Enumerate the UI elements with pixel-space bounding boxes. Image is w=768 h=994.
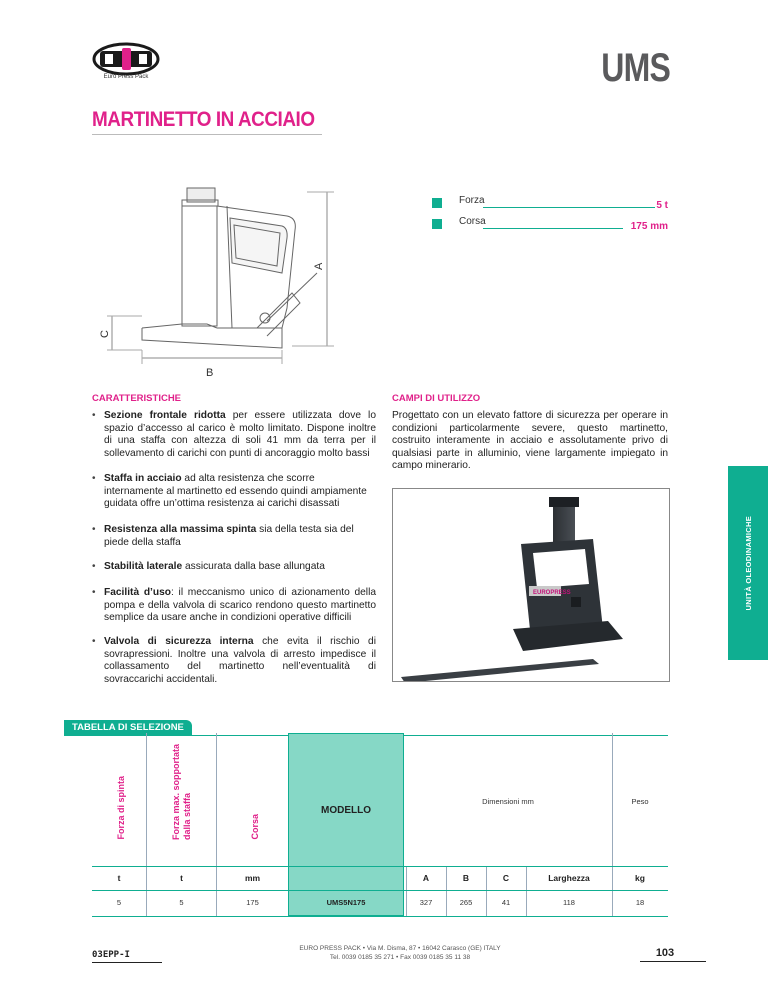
- row-separator: [92, 866, 668, 867]
- unit-weight: kg: [635, 873, 645, 883]
- footer-doc-code: 03EPP-I: [92, 950, 130, 960]
- bullet-icon: •: [92, 587, 96, 598]
- usage-paragraph: Progettato con un elevato fattore di sicurezza per operare in condizioni particolarmente severe, questo martinetto, costruito interamente in acciaio e assolutamente privo di qualsiasi parte in alluminio, viene largamente impiegato in campo minerario.: [392, 410, 668, 472]
- product-code: UMS: [601, 46, 670, 90]
- model-column-highlight: [288, 733, 404, 916]
- table-row-model: UMS5N175: [326, 898, 366, 907]
- table-row-b: 265: [459, 898, 473, 907]
- footer-code-underline: [92, 962, 162, 963]
- side-tab-label: UNITÀ OLEODINAMICHE: [743, 515, 753, 611]
- page-number: 103: [655, 947, 675, 959]
- table-row-a: 327: [419, 898, 433, 907]
- page-title: MARTINETTO IN ACCIAIO: [92, 108, 315, 131]
- table-row-stroke: 175: [246, 898, 259, 907]
- row-separator: [92, 916, 668, 917]
- bullet-icon: •: [92, 524, 96, 535]
- unit-stroke: mm: [244, 873, 261, 883]
- usage-heading: CAMPI DI UTILIZZO: [392, 393, 481, 404]
- bullet-icon: •: [92, 473, 96, 484]
- table-tab-label: TABELLA DI SELEZIONE: [64, 720, 192, 736]
- feature-item: Valvola di sicurezza interna che evita il rischio di sovrapressioni. Inoltre una valvola di arresto impedisce il collassamento del martinetto nell’eventualità di sovraccarichi accidentali.: [104, 636, 376, 685]
- dim-a-label: A: [313, 262, 325, 270]
- title-underline: [92, 134, 322, 135]
- table-row-max-force: 5: [179, 898, 184, 907]
- unit-a: A: [422, 873, 430, 883]
- spec-stroke-label: Corsa: [459, 216, 486, 227]
- bullet-icon: •: [92, 561, 96, 572]
- col-header-weight: Peso: [631, 797, 649, 806]
- bullet-icon: •: [92, 410, 96, 421]
- col-header-stroke: Corsa: [249, 814, 260, 840]
- unit-max-force: t: [180, 873, 183, 883]
- table-row-c: 41: [501, 898, 511, 907]
- jack-technical-drawing: [82, 178, 342, 386]
- unit-c: C: [502, 873, 510, 883]
- spec-marker-icon: [432, 219, 442, 229]
- unit-b: B: [462, 873, 470, 883]
- spec-force-value: 5 t: [656, 200, 668, 211]
- row-separator: [92, 890, 668, 891]
- col-header-model: MODELLO: [321, 805, 371, 816]
- col-separator: [146, 733, 147, 916]
- bullet-icon: •: [92, 636, 96, 647]
- features-heading: CARATTERISTICHE: [92, 393, 182, 404]
- table-row-force: 5: [116, 898, 122, 907]
- col-separator: [216, 733, 217, 916]
- dim-c-label: C: [99, 330, 111, 338]
- col-header-max-force: Forza max. sopportata dalla staffa: [171, 743, 192, 840]
- col-header-force: Forza di spinta: [115, 776, 126, 840]
- table-row-width: 118: [563, 898, 575, 907]
- col-header-dimensions: Dimensioni mm: [482, 797, 534, 806]
- photo-brand-label: EUROPRESS: [533, 590, 571, 596]
- page-number-underline: [640, 961, 706, 962]
- logo-caption: Euro Press Pack: [103, 74, 149, 80]
- feature-item: Sezione frontale ridotta per essere utilizzata dove lo spazio d’accesso al carico è molto limitato. Dispone inoltre di una staffa con altezza di soli 41 mm da terra per il sollevamento di carichi con punti di ancoraggio molto bassi: [104, 410, 376, 459]
- table-row-weight: 18: [635, 898, 645, 907]
- jack-photo-illustration: [393, 489, 669, 681]
- col-separator: [612, 733, 613, 916]
- dim-b-label: B: [206, 367, 214, 379]
- feature-item: Stabilità laterale assicurata dalla base allungata: [104, 561, 325, 572]
- unit-force: t: [117, 873, 121, 883]
- footer-address: EURO PRESS PACK • Via M. Disma, 87 • 16042 Carasco (GE) ITALY Tel. 0039 0185 35 271 • Fax 0039 0185 35 11 38: [299, 945, 501, 961]
- spec-force-label: Forza: [459, 195, 485, 206]
- spec-marker-icon: [432, 198, 442, 208]
- feature-item: Facilità d’uso: il meccanismo unico di azionamento della pompa e della valvola di scarico rendono questo martinetto semplice da usare anche in condizioni operative difficili: [104, 587, 376, 624]
- unit-width: Larghezza: [548, 873, 590, 883]
- product-photo: [392, 488, 670, 682]
- feature-item: Resistenza alla massima spinta sia della testa sia del piede della staffa: [104, 524, 354, 548]
- spec-stroke-value: 175 mm: [630, 221, 668, 232]
- feature-item: Staffa in acciaio ad alta resistenza che scorre internamente al martinetto ed essendo quindi ampiamente guidata offre un’ottima resistenza ai carichi disassati: [104, 473, 367, 510]
